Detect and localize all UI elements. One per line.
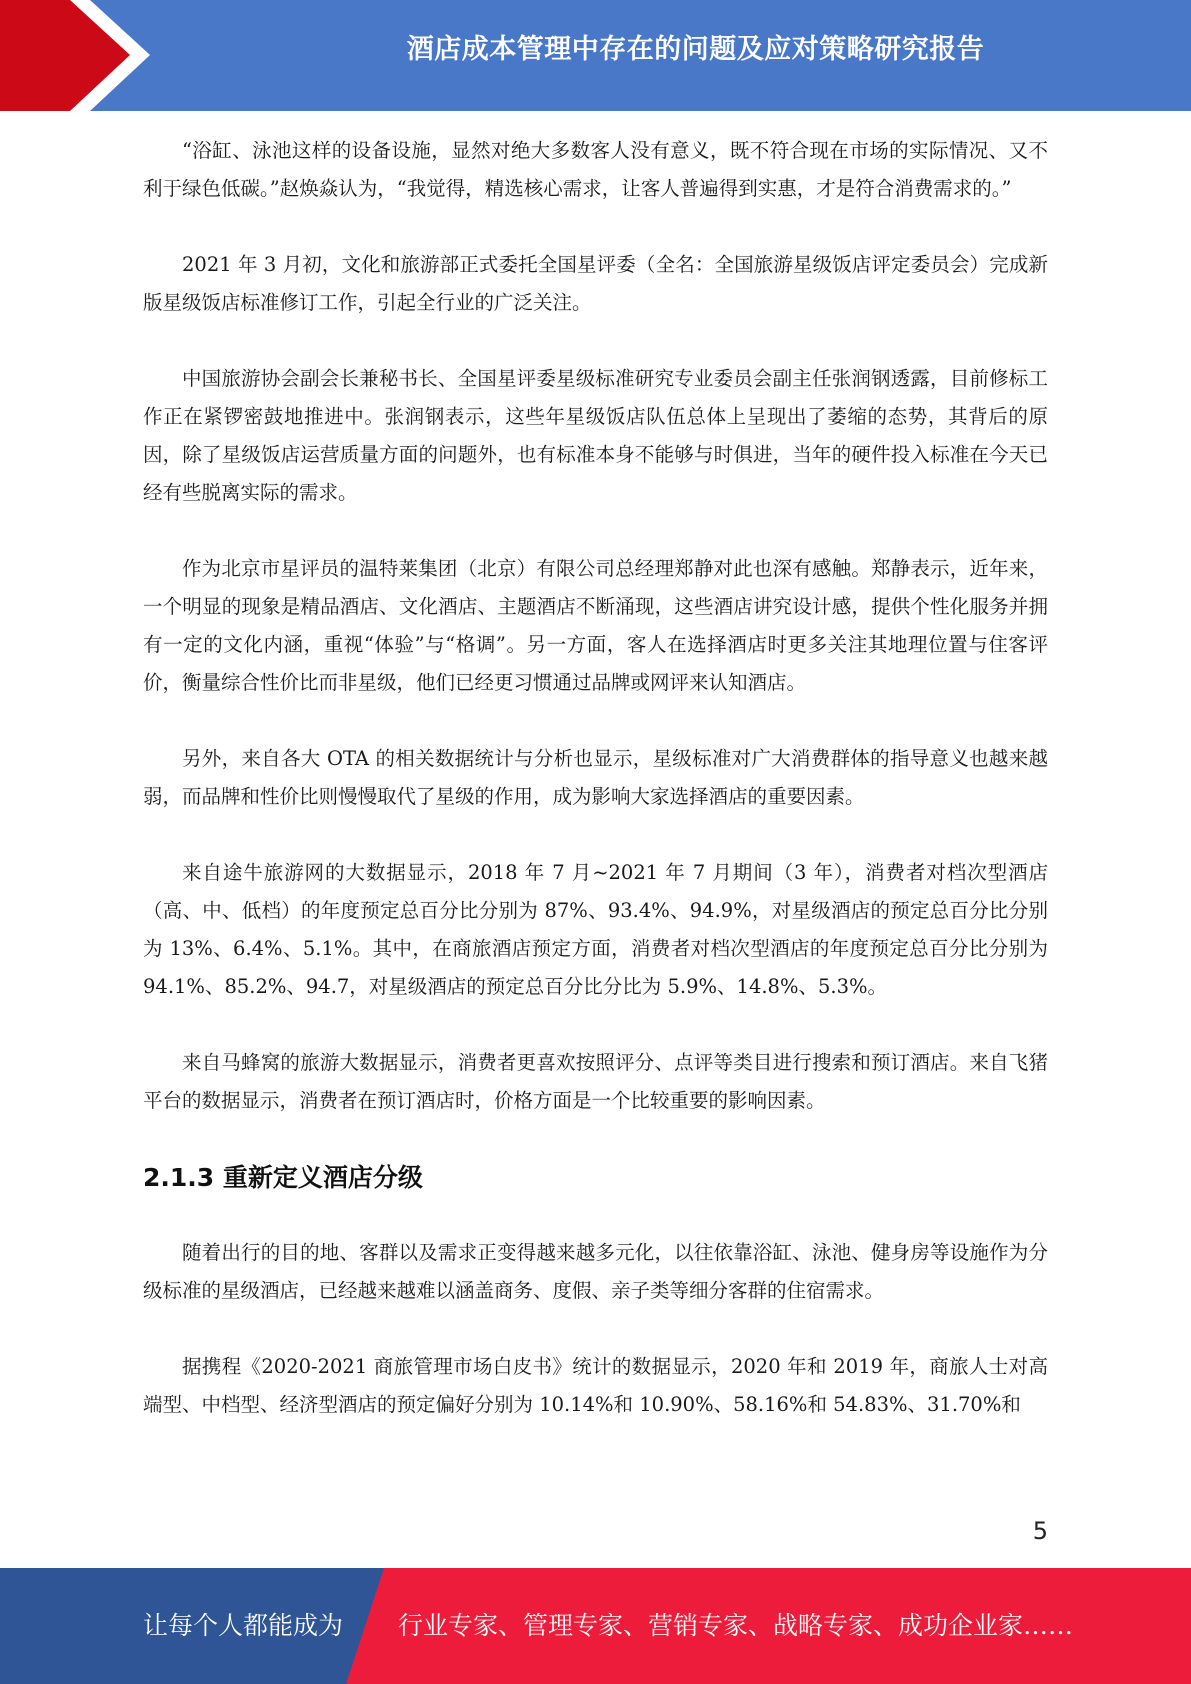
paragraph: 2021 年 3 月初，文化和旅游部正式委托全国星评委（全名：全国旅游星级饭店评定委员会）完成新版星级饭店标准修订工作，引起全行业的广泛关注。 [143, 253, 1048, 314]
paragraph: 来自马蜂窝的旅游大数据显示，消费者更喜欢按照评分、点评等类目进行搜索和预订酒店。来自飞猪平台的数据显示，消费者在预订酒店时，价格方面是一个比较重要的影响因素。 [143, 1051, 1048, 1112]
paragraph: 另外，来自各大 OTA 的相关数据统计与分析也显示，星级标准对广大消费群体的指导意义也越来越弱，而品牌和性价比则慢慢取代了星级的作用，成为影响大家选择酒店的重要因素。 [143, 747, 1048, 808]
paragraph: 据携程《2020-2021 商旅管理市场白皮书》统计的数据显示，2020 年和 2019 年，商旅人士对高端型、中档型、经济型酒店的预定偏好分别为 10.14%和 10.90%、58.16%和 54.83%、31.70%和 [143, 1355, 1048, 1416]
footer-slogan-left: 让每个人都能成为 [143, 1611, 344, 1640]
section-heading: 2.1.3 重新定义酒店分级 [143, 1163, 423, 1192]
document-body [143, 132, 1048, 1462]
page-number: 5 [1032, 1517, 1048, 1545]
page-title: 酒店成本管理中存在的问题及应对策略研究报告 [406, 34, 985, 65]
footer-slogan-right: 行业专家、管理专家、营销专家、战略专家、成功企业家…… [398, 1611, 1074, 1640]
paragraph: 来自途牛旅游网的大数据显示，2018 年 7 月~2021 年 7 月期间（3 年），消费者对档次型酒店（高、中、低档）的年度预定总百分比分别为 87%、93.4%、94.9%，对星级酒店的预定总百分比分别为 13%、6.4%、5.1%。其中，在商旅酒店预定方面，消费者对档次型酒店的年度预定总百分比分别为 94.1%、85.2%、94.7，对星级酒店的预定总百分比分比为 5.9%、14.8%、5.3%。 [143, 861, 1048, 998]
page-footer [0, 1568, 1191, 1684]
paragraph: 中国旅游协会副会长兼秘书长、全国星评委星级标准研究专业委员会副主任张润钢透露，目前修标工作正在紧锣密鼓地推进中。张润钢表示，这些年星级饭店队伍总体上呈现出了萎缩的态势，其背后的原因，除了星级饭店运营质量方面的问题外，也有标准本身不能够与时俱进，当年的硬件投入标准在今天已经有些脱离实际的需求。 [143, 367, 1048, 504]
paragraph: 作为北京市星评员的温特莱集团（北京）有限公司总经理郑静对此也深有感触。郑静表示，近年来，一个明显的现象是精品酒店、文化酒店、主题酒店不断涌现，这些酒店讲究设计感，提供个性化服务并拥有一定的文化内涵，重视“体验”与“格调”。另一方面，客人在选择酒店时更多关注其地理位置与住客评价，衡量综合性价比而非星级，他们已经更习惯通过品牌或网评来认知酒店。 [143, 557, 1048, 694]
paragraph: 随着出行的目的地、客群以及需求正变得越来越多元化，以往依靠浴缸、泳池、健身房等设施作为分级标准的星级酒店，已经越来越难以涵盖商务、度假、亲子类等细分客群的住宿需求。 [143, 1241, 1048, 1302]
page-header [0, 0, 1191, 111]
paragraph: “浴缸、泳池这样的设备设施，显然对绝大多数客人没有意义，既不符合现在市场的实际情况、又不利于绿色低碳。”赵焕焱认为，“我觉得，精选核心需求，让客人普遍得到实惠，才是符合消费需求的。” [143, 139, 1048, 200]
